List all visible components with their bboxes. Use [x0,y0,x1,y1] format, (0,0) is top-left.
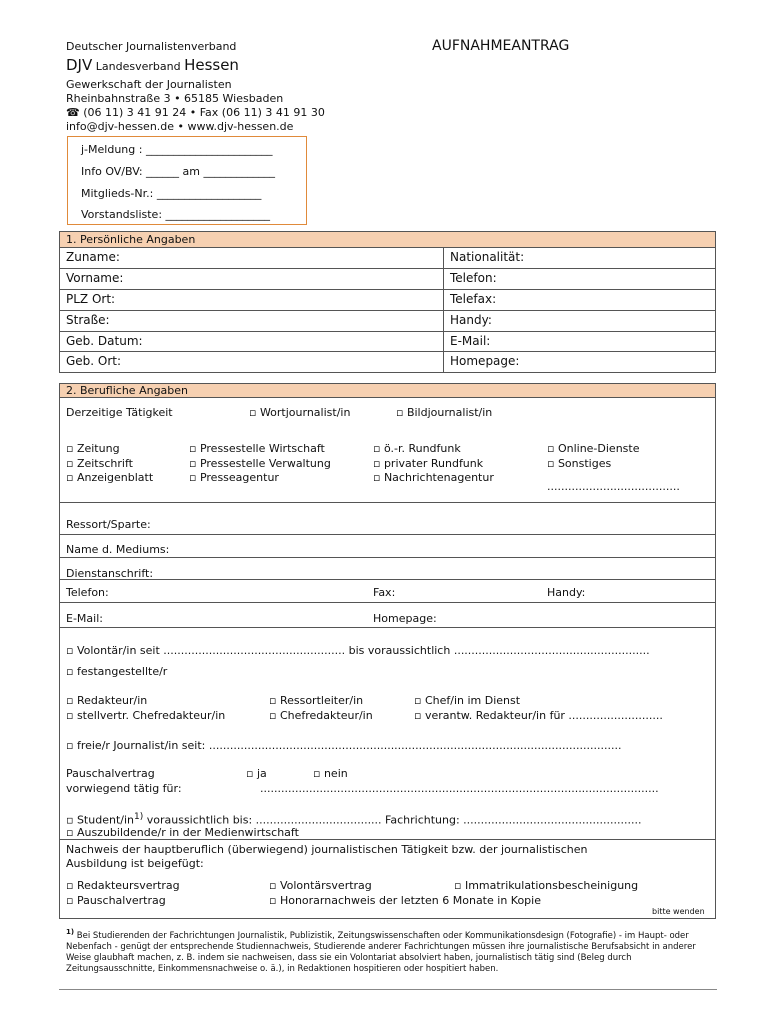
section-personal [59,231,716,373]
bottom-rule [59,989,717,990]
volontaer-checkbox[interactable]: ▫ Volontär/in seit .................................................... bis voraussichtlich ........................................................ [66,644,650,657]
festangestellt-checkbox[interactable]: ▫ festangestellte/r [66,665,168,678]
org-phone: ☎ (06 11) 3 41 91 24 • Fax (06 11) 3 41 91 30 [66,106,325,119]
dienst-handy-field[interactable]: Handy: [547,586,586,599]
nachweis-text-2: Ausbildung ist beigefügt: [66,857,204,870]
divider [60,627,715,628]
org-hessen: Hessen [184,56,239,74]
chef-im-dienst-checkbox[interactable]: ▫ Chef/in im Dienst [414,694,521,707]
homepage-field[interactable]: Homepage: [450,354,520,368]
student-checkbox[interactable] [66,811,642,827]
org-djv: DJV [66,56,93,74]
sonstiges-field[interactable]: ...................................... [547,480,680,493]
pressestelle-verwaltung-checkbox[interactable]: ▫ Pressestelle Verwaltung [189,457,331,470]
nachrichtenagentur-checkbox[interactable]: ▫ Nachrichtenagentur [373,471,494,484]
anzeigenblatt-checkbox[interactable]: ▫ Anzeigenblatt [66,471,154,484]
zeitschrift-checkbox[interactable]: ▫ Zeitschrift [66,457,133,470]
geb-datum-field[interactable]: Geb. Datum: [66,334,143,348]
email-field[interactable]: E-Mail: [450,334,491,348]
vorstandsliste-field[interactable]: Vorstandsliste: ___________________ [81,208,271,221]
redakteur-checkbox[interactable]: ▫ Redakteur/in [66,694,148,707]
vorwiegend-label: vorwiegend tätig für: [66,782,182,795]
vorwiegend-field[interactable]: .................................................................................................................. [260,782,659,795]
volontaersvertrag-checkbox[interactable]: ▫ Volontärsvertrag [269,879,372,892]
org-address: Rheinbahnstraße 3 • 65185 Wiesbaden [66,92,284,105]
footnote [66,927,716,975]
student-label: ▫ Student/in [66,813,134,827]
org-subtitle: Gewerkschaft der Journalisten [66,78,232,91]
pauschalvertrag-doc-checkbox[interactable]: ▫ Pauschalvertrag [66,894,166,907]
page-title: AUFNAHMEANTRAG [432,38,570,54]
info-ov-field[interactable]: Info OV/BV: ______ am _____________ [81,165,275,178]
form-row [60,248,715,269]
form-row [60,352,715,373]
zeitung-checkbox[interactable]: ▫ Zeitung [66,442,120,455]
mitglieds-nr-field[interactable]: Mitglieds-Nr.: ___________________ [81,187,262,200]
divider [60,602,715,603]
bitte-wenden: bitte wenden [652,907,705,916]
pauschal-nein-checkbox[interactable]: ▫ nein [313,767,348,780]
dienst-email-field[interactable]: E-Mail: [66,612,103,625]
footnote-marker: 1) [134,812,144,822]
immatrikulation-checkbox[interactable]: ▫ Immatrikulationsbescheinigung [454,879,639,892]
auszubildende-checkbox[interactable]: ▫ Auszubildende/r in der Medienwirtschaft [66,826,299,839]
nationalitaet-field[interactable]: Nationalität: [450,250,525,264]
student-fields: voraussichtlich bis: .................................... Fachrichtung: ................................................... [143,813,642,827]
freie-journalist-checkbox[interactable]: ▫ freie/r Journalist/in seit: ...................................................................................................................... [66,739,622,752]
ressort-field[interactable]: Ressort/Sparte: [66,518,151,531]
redakteursvertrag-checkbox[interactable]: ▫ Redakteursvertrag [66,879,180,892]
dienstanschrift-field[interactable]: Dienstanschrift: [66,567,154,580]
form-row [60,269,715,290]
section-personal-heading: 1. Persönliche Angaben [60,232,715,248]
dienst-fax-field[interactable]: Fax: [373,586,396,599]
zuname-field[interactable]: Zuname: [66,250,120,264]
vorname-field[interactable]: Vorname: [66,271,124,285]
pressestelle-wirtschaft-checkbox[interactable]: ▫ Pressestelle Wirtschaft [189,442,325,455]
form-row [60,290,715,311]
stellv-chefredakteur-checkbox[interactable]: ▫ stellvertr. Chefredakteur/in [66,709,226,722]
divider [60,557,715,558]
divider [60,579,715,580]
honorarnachweis-checkbox[interactable]: ▫ Honorarnachweis der letzten 6 Monate in Kopie [269,894,541,907]
privater-rundfunk-checkbox[interactable]: ▫ privater Rundfunk [373,457,484,470]
dienst-homepage-field[interactable]: Homepage: [373,612,437,625]
wortjournalist-checkbox[interactable]: ▫ Wortjournalist/in [249,406,351,419]
sonstiges-checkbox[interactable]: ▫ Sonstiges [547,457,612,470]
form-row [60,311,715,332]
form-row [60,332,715,352]
section-professional-heading: 2. Berufliche Angaben [60,384,715,398]
telefax-field[interactable]: Telefax: [450,292,497,306]
chefredakteur-checkbox[interactable]: ▫ Chefredakteur/in [269,709,373,722]
online-dienste-checkbox[interactable]: ▫ Online-Dienste [547,442,640,455]
taetigkeit-label: Derzeitige Tätigkeit [66,406,173,419]
footnote-number: 1) [66,928,75,936]
org-landesverband: Landesverband [95,60,181,73]
presseagentur-checkbox[interactable]: ▫ Presseagentur [189,471,279,484]
pauschal-label: Pauschalvertrag [66,767,155,780]
oer-rundfunk-checkbox[interactable]: ▫ ö.-r. Rundfunk [373,442,461,455]
verantw-redakteur-checkbox[interactable]: ▫ verantw. Redakteur/in für ........................... [414,709,663,722]
handy-field[interactable]: Handy: [450,313,492,327]
strasse-field[interactable]: Straße: [66,313,110,327]
section-professional [59,383,716,919]
medium-field[interactable]: Name d. Mediums: [66,543,170,556]
org-email-web: info@djv-hessen.de • www.djv-hessen.de [66,120,294,133]
telefon-field[interactable]: Telefon: [450,271,497,285]
pauschal-ja-checkbox[interactable]: ▫ ja [246,767,267,780]
divider [60,839,715,840]
org-name: Deutscher Journalistenverband [66,40,237,53]
org-title [66,55,239,77]
office-use-box [67,136,307,225]
ressortleiter-checkbox[interactable]: ▫ Ressortleiter/in [269,694,364,707]
j-meldung-field[interactable]: j-Meldung : _______________________ [81,143,273,156]
divider [60,502,715,503]
dienst-telefon-field[interactable]: Telefon: [66,586,109,599]
divider [60,534,715,535]
nachweis-text-1: Nachweis der hauptberuflich (überwiegend) journalistischen Tätigkeit bzw. der journalistischen [66,843,588,856]
geb-ort-field[interactable]: Geb. Ort: [66,354,122,368]
footnote-text: Bei Studierenden der Fachrichtungen Journalistik, Publizistik, Zeitungswissenschaften oder Kommunikationsdesign (Fotografie) - im Haupt- oder Nebenfach - genügt der entsprechende Studiennachweis, Studierende anderer Fachrichtungen müssen ihre journalistische Berufsabsicht in anderer Weise glaubhaft machen, z. B. indem sie nachweisen, dass sie ein Volontariat absolviert haben, journalistisch tätig sind (Beleg durch Zeitungsausschnitte, Einkommensnachweise o. ä.), in Redaktionen hospitieren oder hospitiert haben. [66,930,696,974]
plz-ort-field[interactable]: PLZ Ort: [66,292,116,306]
bildjournalist-checkbox[interactable]: ▫ Bildjournalist/in [396,406,493,419]
